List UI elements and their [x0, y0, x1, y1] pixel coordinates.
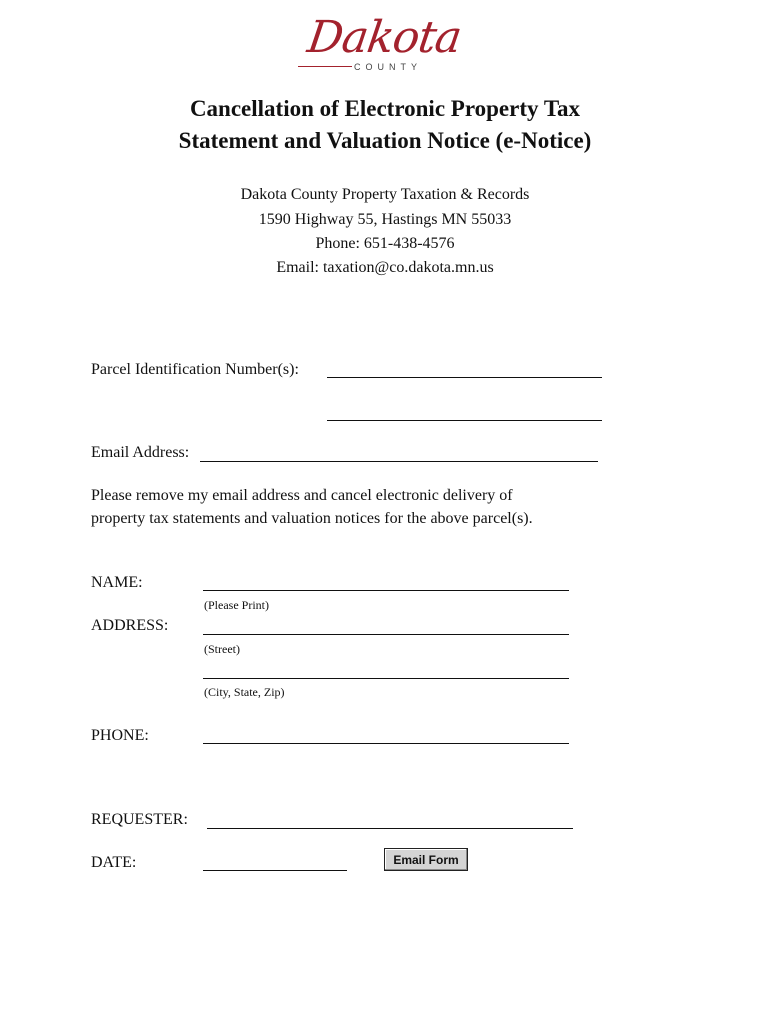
email-form-button[interactable]: Email Form — [384, 848, 468, 871]
requester-field[interactable] — [207, 828, 573, 829]
date-label: DATE: — [91, 854, 137, 871]
street-field[interactable] — [203, 634, 569, 635]
address-label: ADDRESS: — [91, 617, 169, 634]
city-state-zip-hint: (City, State, Zip) — [204, 685, 285, 699]
logo-script-text: Dakota — [304, 12, 465, 63]
office-phone: Phone: 651-438-4576 — [315, 235, 455, 252]
email-address-label: Email Address: — [91, 444, 190, 461]
parcel-id-label: Parcel Identification Number(s): — [91, 361, 299, 378]
email-address-field[interactable] — [200, 461, 598, 462]
street-hint: (Street) — [204, 642, 240, 656]
statement-line2: property tax statements and valuation notices for the above parcel(s). — [91, 510, 533, 527]
name-hint: (Please Print) — [204, 598, 269, 612]
dakota-county-logo — [298, 12, 465, 76]
city-state-zip-field[interactable] — [203, 678, 569, 679]
parcel-id-field-2[interactable] — [327, 420, 602, 421]
office-address: 1590 Highway 55, Hastings MN 55033 — [258, 211, 512, 228]
name-label: NAME: — [91, 574, 143, 591]
date-field[interactable] — [203, 870, 347, 871]
document-title-line2: Statement and Valuation Notice (e-Notice) — [178, 128, 592, 153]
document-title-line1: Cancellation of Electronic Property Tax — [189, 96, 581, 121]
parcel-id-field-1[interactable] — [327, 377, 602, 378]
office-email: Email: taxation@co.dakota.mn.us — [276, 259, 494, 276]
phone-field[interactable] — [203, 743, 569, 744]
office-name: Dakota County Property Taxation & Records — [240, 186, 530, 203]
phone-label: PHONE: — [91, 727, 149, 744]
requester-label: REQUESTER: — [91, 811, 188, 828]
name-field[interactable] — [203, 590, 569, 591]
logo-underline — [298, 66, 352, 67]
logo-county-text: COUNTY — [354, 62, 422, 72]
statement-line1: Please remove my email address and cancel electronic delivery of — [91, 487, 513, 504]
